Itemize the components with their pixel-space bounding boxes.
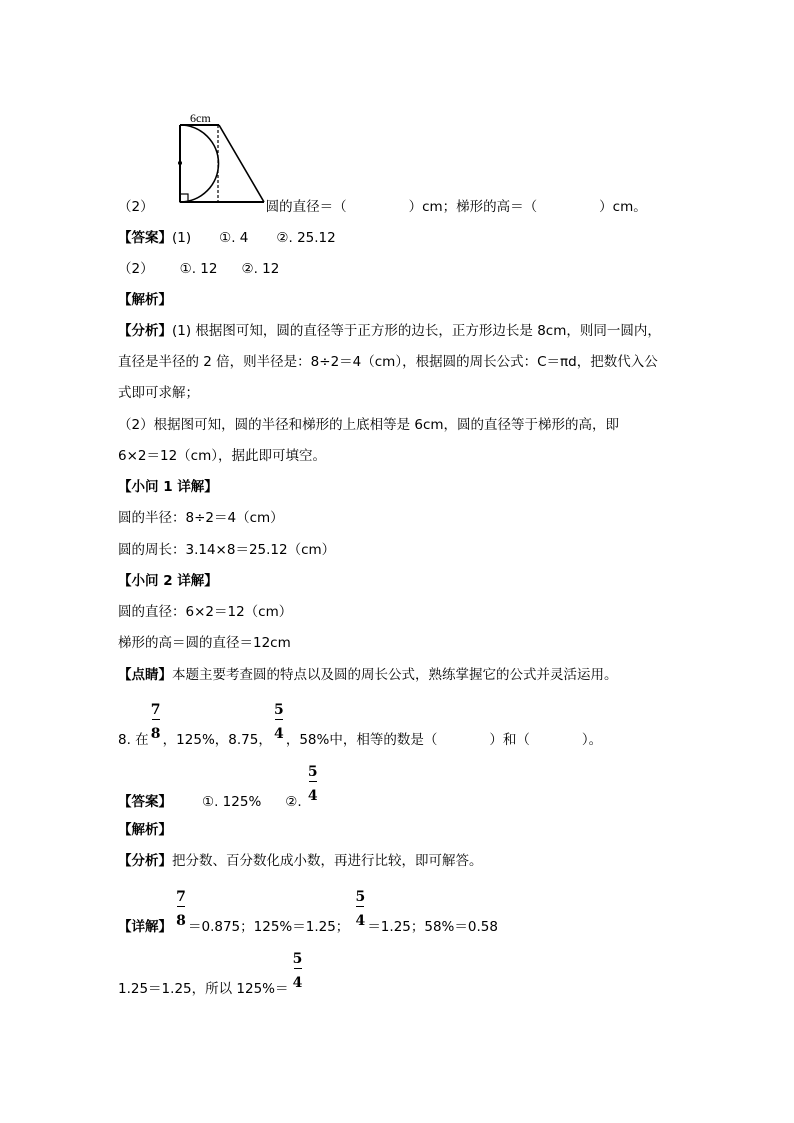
sub2-line1: 圆的直径：6×2＝12（cm）	[118, 604, 293, 620]
answer7-2b: ②. 12	[241, 261, 280, 277]
q8-number: 8. 在	[118, 732, 149, 748]
conclusion-text: 1.25＝1.25，所以 125%＝	[118, 981, 289, 997]
sub2-heading: 【小问 2 详解】	[118, 573, 218, 589]
q7-part2-text-b: ）cm；梯形的高＝（	[408, 199, 538, 215]
q7-part2-text-c: ）cm。	[599, 199, 647, 215]
fenxi8-text: 把分数、百分数化成小数，再进行比较，即可解答。	[172, 853, 483, 869]
q8-text-b: ，58%中，相等的数是（	[285, 732, 438, 748]
xiangjie-text-1: ＝0.875；125%＝1.25；	[188, 919, 350, 935]
answer8-line	[118, 764, 320, 810]
fraction-5-4: $\frac{5}{4}$	[292, 951, 303, 991]
answer-tag: 【答案】	[118, 230, 172, 246]
fenxi-line1	[118, 322, 661, 340]
xiangjie-tag: 【详解】	[118, 919, 172, 935]
jiexi-heading-8: 【解析】	[118, 822, 172, 838]
figure-label-6cm: 6cm	[190, 111, 211, 125]
trapezoid-semicircle-figure	[170, 108, 280, 208]
fenxi-line5: 6×2＝12（cm），据此即可填空。	[118, 448, 326, 464]
answer7-part1-label: (1)	[172, 230, 192, 246]
fenxi-line4: （2）根据图可知，圆的半径和梯形的上底相等是 6cm，圆的直径等于梯形的高，即	[118, 417, 620, 433]
conclusion8-line	[118, 951, 305, 997]
fenxi-line2: 直径是半径的 2 倍，则半径是：8÷2＝4（cm），根据圆的周长公式：C＝πd，把数代入公	[118, 354, 658, 370]
answer7-2a: ①. 12	[179, 261, 218, 277]
answer7-part2-label: （2）	[118, 261, 154, 277]
fraction-7-8: $\frac{7}{8}$	[150, 702, 161, 742]
answer8-a: ①. 125%	[202, 794, 262, 810]
sub1-heading: 【小问 1 详解】	[118, 479, 218, 495]
fraction-5-4: $\frac{5}{4}$	[273, 702, 284, 742]
q7-part2-line	[118, 198, 647, 216]
answer-tag: 【答案】	[118, 794, 172, 810]
fenxi-tag: 【分析】	[118, 323, 172, 339]
q7-part2-label: （2）	[118, 199, 154, 215]
answer7-line2	[118, 260, 279, 278]
fenxi-text1: (1) 根据图可知，圆的直径等于正方形的边长，正方形边长是 8cm，则同一圆内，	[172, 323, 661, 339]
q8-text-a: ，125%，8.75，	[162, 732, 272, 748]
answer7-1b: ②. 25.12	[276, 230, 336, 246]
dianjing-line	[118, 666, 618, 684]
answer7-line1	[118, 229, 336, 247]
dianjing-tag: 【点睛】	[118, 667, 172, 683]
fenxi8-line	[118, 852, 483, 870]
xiangjie8-line	[118, 889, 498, 935]
q8-text-c: ）和（	[489, 732, 530, 748]
fenxi-tag: 【分析】	[118, 853, 172, 869]
q7-part2-text-a: 圆的直径＝（	[265, 199, 347, 215]
q8-text-d: ）。	[581, 732, 603, 748]
answer7-1a: ①. 4	[219, 230, 249, 246]
sub1-line2: 圆的周长：3.14×8＝25.12（cm）	[118, 542, 336, 558]
dianjing-text: 本题主要考查圆的特点以及圆的周长公式，熟练掌握它的公式并灵活运用。	[172, 667, 618, 683]
q8-line	[118, 702, 603, 748]
fenxi-line3: 式即可求解；	[118, 385, 199, 401]
fraction-7-8: $\frac{7}{8}$	[176, 889, 186, 929]
sub1-line1: 圆的半径：8÷2＝4（cm）	[118, 510, 284, 526]
sub2-line2: 梯形的高＝圆的直径＝12cm	[118, 635, 291, 651]
fraction-5-4: $\frac{5}{4}$	[355, 889, 366, 929]
jiexi-heading: 【解析】	[118, 292, 172, 308]
xiangjie-text-2: ＝1.25；58%＝0.58	[367, 919, 498, 935]
answer8-b: ②.	[285, 794, 302, 810]
fraction-5-4: $\frac{5}{4}$	[307, 764, 318, 804]
